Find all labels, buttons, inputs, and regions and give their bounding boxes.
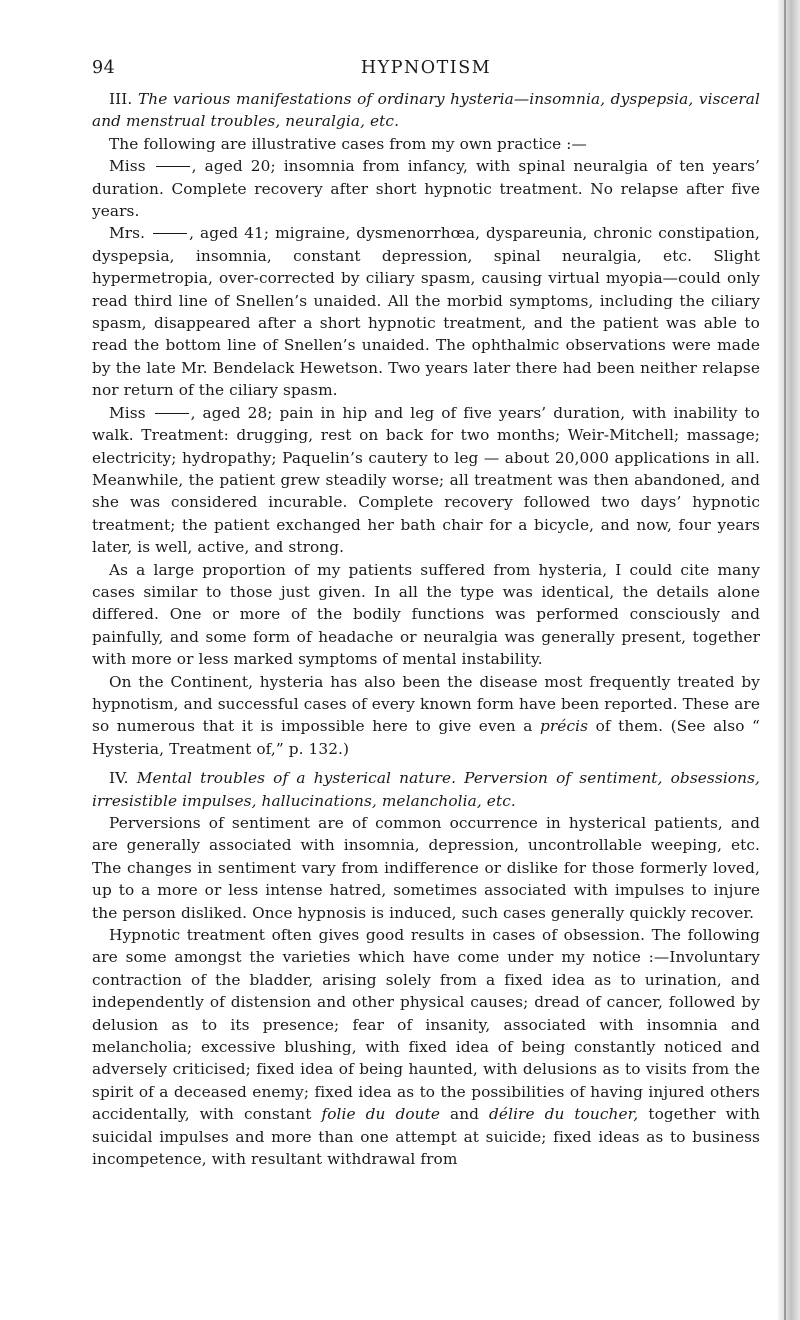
name-omission-dash bbox=[156, 166, 190, 167]
running-head bbox=[92, 58, 760, 84]
case-prefix: Mrs. bbox=[109, 224, 146, 243]
case-paragraph bbox=[92, 222, 760, 401]
paragraph-text: of them. (See also “ Hysteria, Treatment of,” p. 132.) bbox=[92, 717, 760, 758]
page-edge bbox=[778, 0, 800, 1320]
paragraph: The following are illustrative cases from my own practice :— bbox=[109, 134, 587, 153]
page-number: 94 bbox=[92, 58, 116, 78]
case-prefix: Miss bbox=[109, 157, 146, 176]
paragraph bbox=[92, 924, 760, 1170]
paragraph-text: Hypnotic treatment often gives good results in cases of obsession. The following are some amongst the varieties which have come under my notice :—Involuntary contraction of the bladder, arising solely from a fixed idea as to urination, and independently of distension and other physical causes; dread of cancer, followed by delusion as to its presence; fear of insanity, associated with insomnia and melancholia; excessive blushing, with fixed idea of being constantly noticed and adversely criticised; fixed idea of being haunted, with delusions as to visits from the spirit of a deceased enemy; fixed idea as to the possibilities of having injured others accidentally, with constant bbox=[92, 926, 760, 1124]
italic-term: folie du doute bbox=[321, 1105, 441, 1124]
section-heading-iii bbox=[92, 88, 760, 133]
case-text: , aged 20; insomnia from infancy, with spinal neuralgia of ten years’ duration. Complete recovery after short hypnotic treatment. No relapse after five years. bbox=[92, 157, 760, 221]
section-numeral: IV. bbox=[109, 769, 129, 788]
case-paragraph bbox=[92, 402, 760, 559]
page-edge-shadow bbox=[784, 0, 786, 1320]
paragraph bbox=[92, 671, 760, 761]
page-body bbox=[92, 88, 760, 1171]
section-title: Mental troubles of a hysterical nature. Perversion of sentiment, obsessions, irresistible impulses, hallucinations, melancholia, etc. bbox=[92, 769, 760, 810]
section-numeral: III. bbox=[109, 90, 133, 108]
paragraph: As a large proportion of my patients suffered from hysteria, I could cite many cases similar to those just given. In all the type was identical, the details alone differed. One or more of the bodily functions was performed consciously and painfully, and some form of headache or neuralgia was generally present, together with more or less marked symptoms of mental instability. bbox=[92, 560, 760, 669]
case-text: , aged 41; migraine, dysmenorrhœa, dyspareunia, chronic constipation, dyspepsia, insomnia, constant depression, spinal neuralgia, etc. Slight hypermetropia, over-corrected by ciliary spasm, causing virtual myopia—could only read third line of Snellen’s unaided. All the morbid symptoms, including the ciliary spasm, disappeared after a short hypnotic treatment, and the patient was able to read the bottom line of Snellen’s unaided. The ophthalmic observations were made by the late Mr. Bendelack Hewetson. Two years later there had been neither relapse nor return of the ciliary spasm. bbox=[92, 224, 760, 400]
page-title: HYPNOTISM bbox=[360, 58, 492, 78]
paragraph-text: On the Continent, hysteria has also been the disease most frequently treated by hypnotism, and successful cases of every known form have been reported. These are so numerous that it is impossible here to give even a bbox=[92, 672, 760, 736]
case-text: , aged 28; pain in hip and leg of five years’ duration, with inability to walk. Treatment: drugging, rest on back for two months; Weir-Mitchell; massage; electricity; hydropathy; Paquelin’s cautery to leg — about 20,000 applications in all. Meanwhile, the patient grew steadily worse; all treatment was then abandoned, and she was considered incurable. Complete recovery followed two days’ hypnotic treatment; the patient exchanged her bath chair for a bicycle, and now, four years later, is well, active, and strong. bbox=[92, 403, 760, 557]
italic-term: délire du toucher, bbox=[489, 1105, 639, 1124]
section-heading-iv bbox=[92, 767, 760, 812]
name-omission-dash bbox=[153, 233, 187, 234]
paragraph-text: and bbox=[449, 1105, 480, 1124]
italic-term: précis bbox=[540, 717, 589, 736]
paragraph-text: together with suicidal impulses and more than one attempt at suicide; fixed ideas as to business incompetence, with resultant withdrawal from bbox=[92, 1105, 761, 1169]
case-prefix: Miss bbox=[109, 403, 146, 422]
name-omission-dash bbox=[155, 413, 189, 414]
section-title: The various manifestations of ordinary hysteria—insomnia, dyspepsia, visceral and menstrual troubles, neuralgia, etc. bbox=[92, 90, 760, 131]
case-paragraph bbox=[92, 155, 760, 222]
paragraph: Perversions of sentiment are of common occurrence in hysterical patients, and are generally associated with insomnia, depression, uncontrollable weeping, etc. The changes in sentiment vary from indifference or dislike for those formerly loved, up to a more or less intense hatred, sometimes associated with impulses to injure the person disliked. Once hypnosis is induced, such cases generally quickly recover. bbox=[92, 814, 760, 922]
